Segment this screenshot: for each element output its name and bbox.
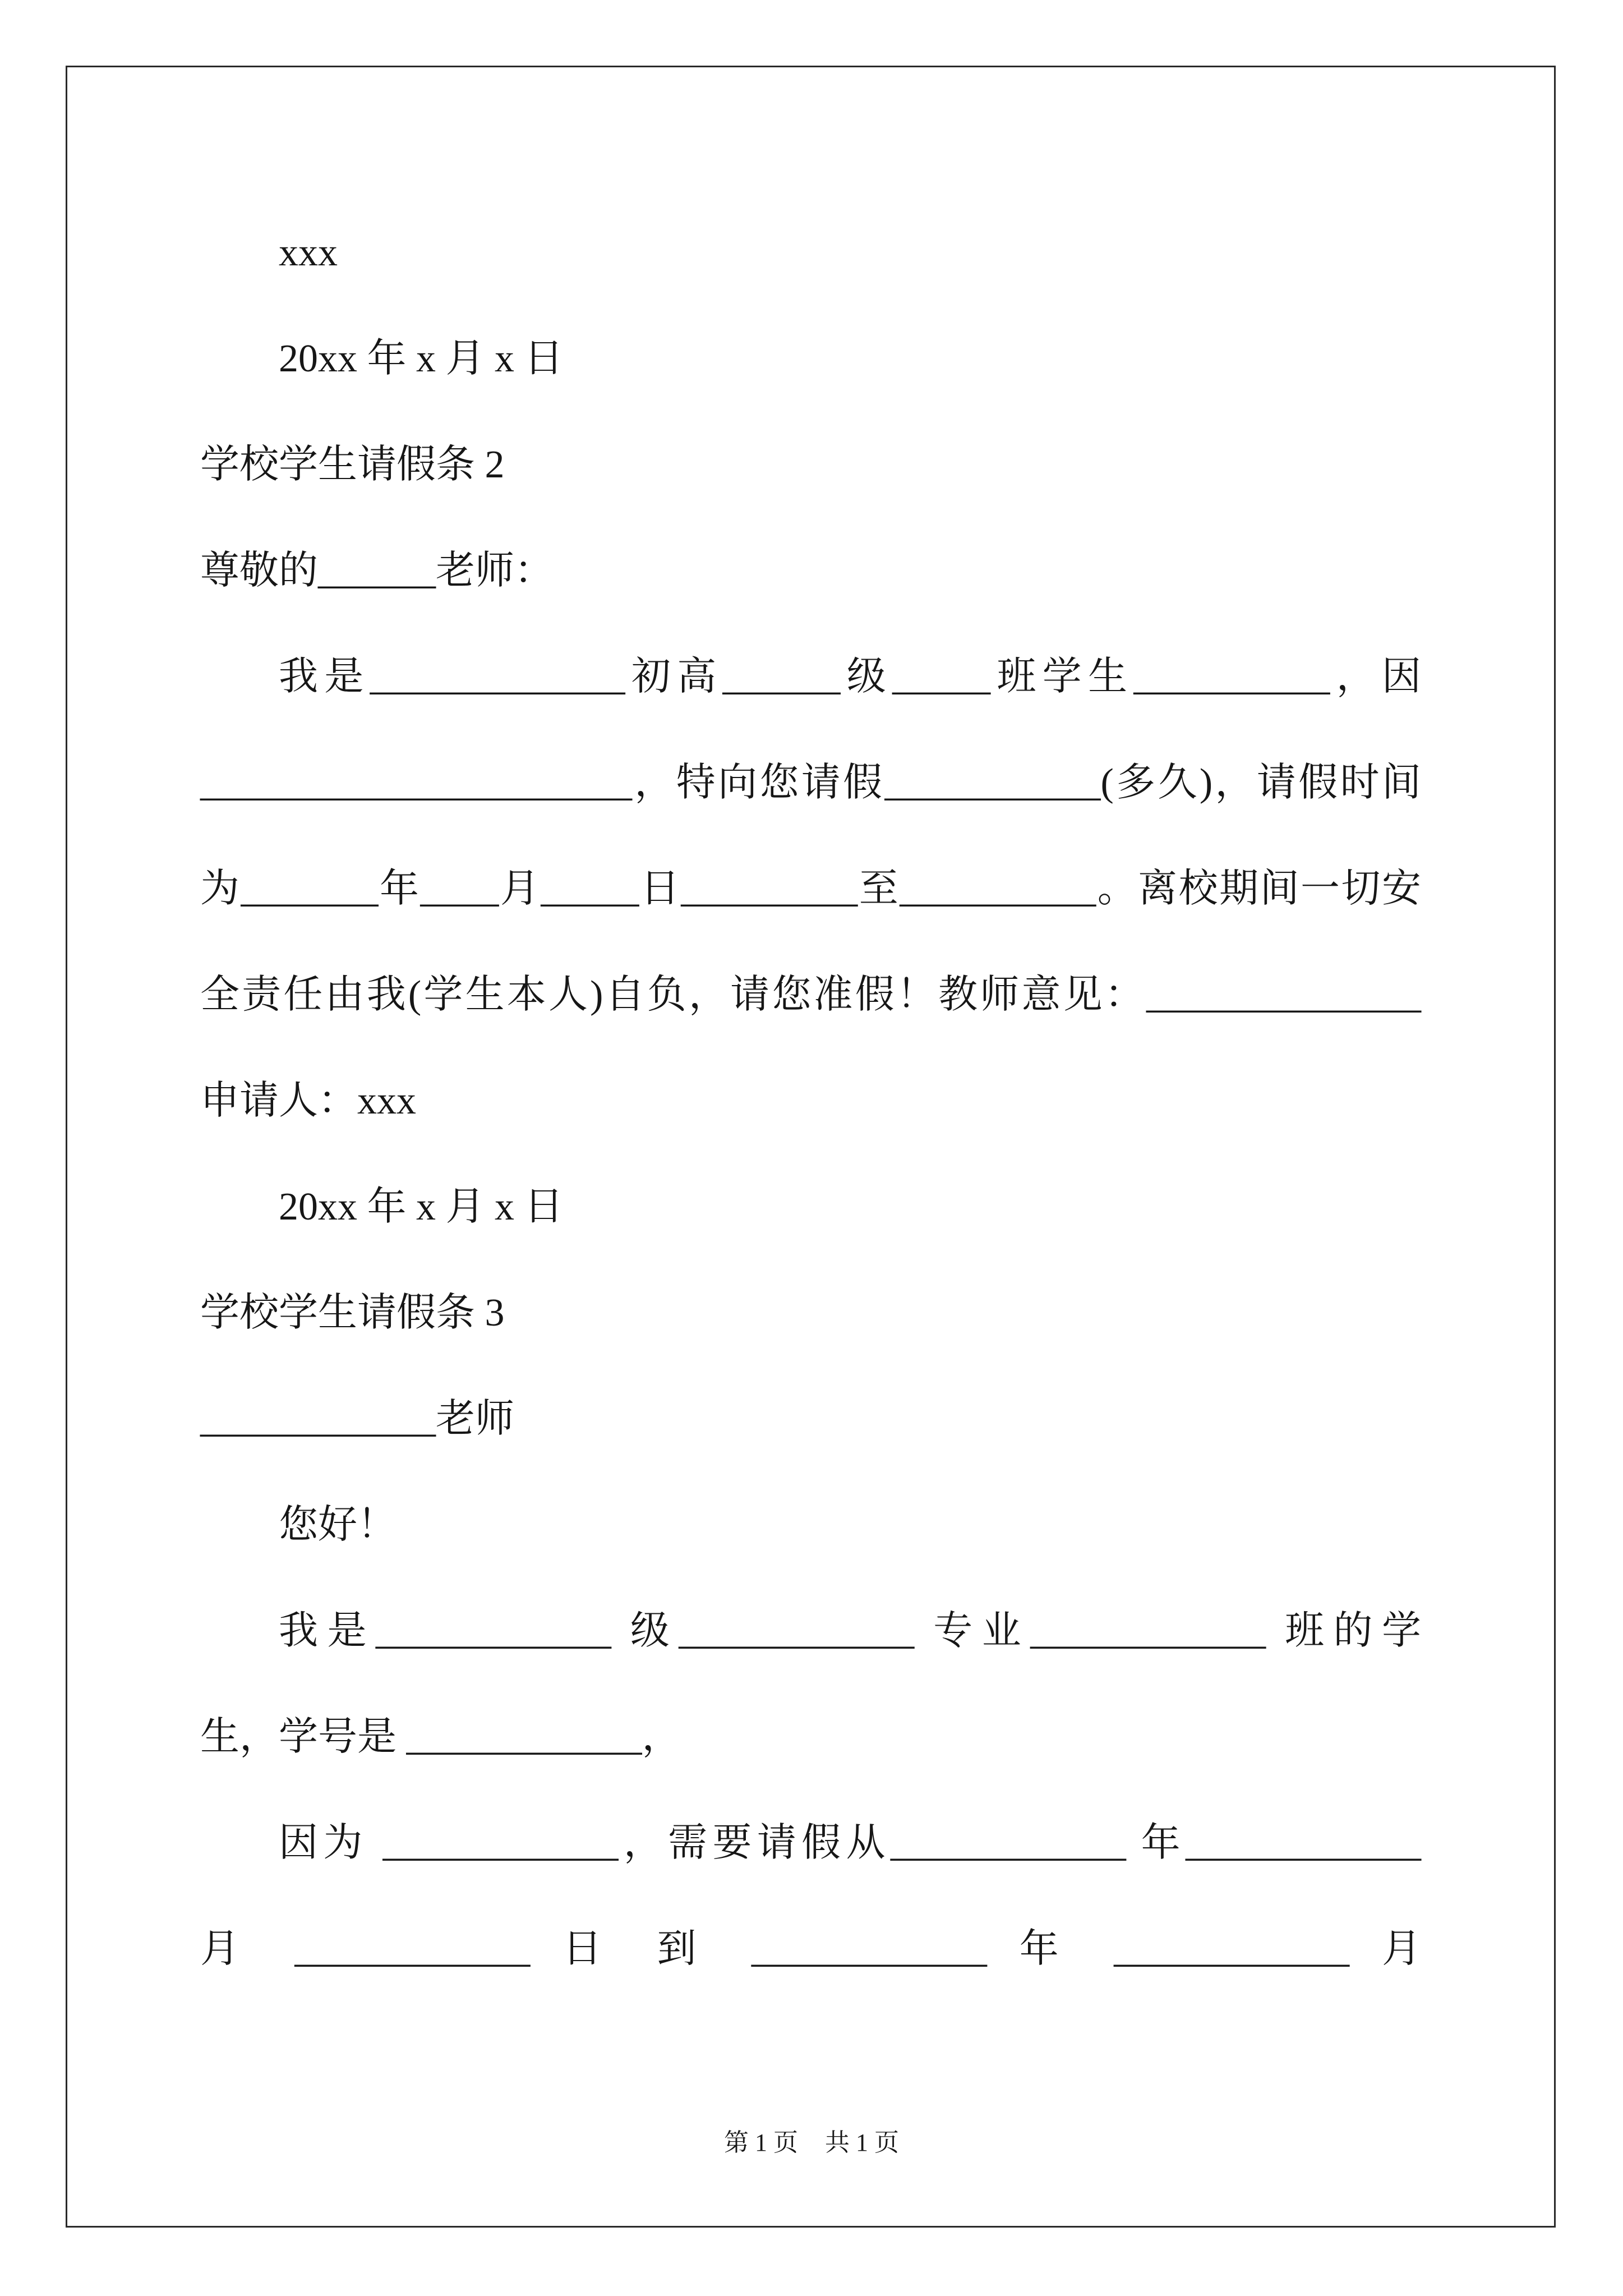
page-number-total: 共 1 页 bbox=[825, 2129, 899, 2156]
note2-title: 学校学生请假条 2 bbox=[200, 443, 505, 486]
note2-body-line: 为_______年____月_____日_________至__________。离校期间一切安 bbox=[200, 867, 1421, 910]
note2-salutation: 尊敬的______老师： bbox=[200, 549, 554, 592]
note2-body-line: 我是_____________初高______级_____班学生__________，因 bbox=[279, 655, 1421, 698]
document-body bbox=[200, 200, 1421, 2002]
note3-body-line: 生，学号是 ____________， bbox=[200, 1715, 681, 1759]
note2-applicant: 申请人：xxx bbox=[200, 1079, 416, 1122]
note2-body-line: ______________________，特向您请假___________(多久)，请假时间 bbox=[200, 761, 1421, 804]
note2-body-line: 全责任由我(学生本人)自负，请您准假！教师意见：______________ bbox=[200, 973, 1421, 1016]
note3-greeting: 您好！ bbox=[279, 1503, 396, 1547]
note3-body-line: 月 ____________ 日 到 ____________ 年 ____________ 月 bbox=[200, 1927, 1421, 1971]
closing-signer: xxx bbox=[279, 231, 338, 274]
note3-addressee: ____________老师 bbox=[200, 1397, 514, 1441]
note2-date: 20xx 年 x 月 x 日 bbox=[279, 1185, 564, 1228]
note3-body-line: 因为 ____________，需要请假从____________ 年____________ bbox=[279, 1821, 1421, 1865]
note3-body-line: 我是____________ 级____________ 专业____________ 班的学 bbox=[279, 1609, 1421, 1653]
closing-date: 20xx 年 x 月 x 日 bbox=[279, 337, 564, 380]
note3-title: 学校学生请假条 3 bbox=[200, 1291, 505, 1335]
page-footer bbox=[0, 2120, 1623, 2165]
page-number-current: 第 1 页 bbox=[724, 2129, 798, 2156]
